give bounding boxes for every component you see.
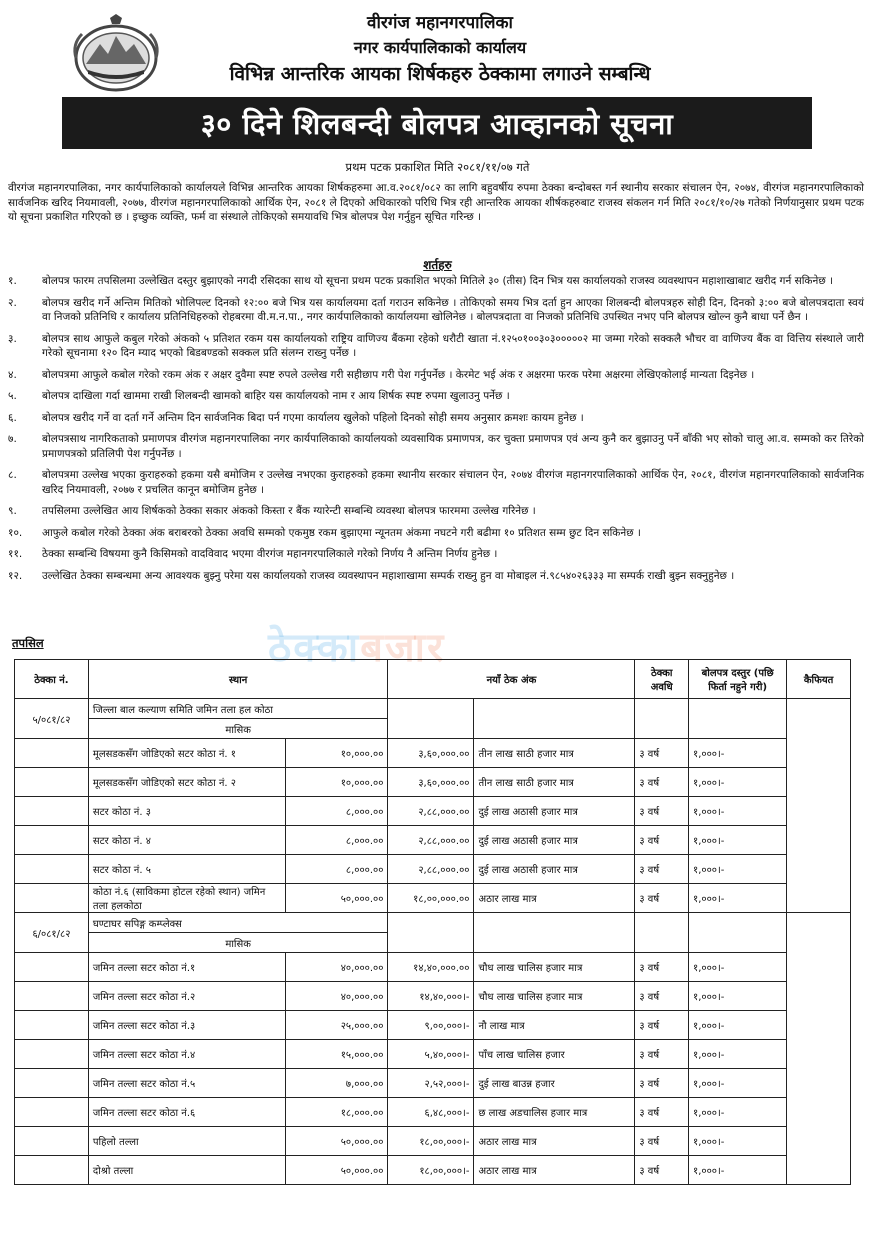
term-item [8,569,864,584]
table-row [15,953,851,982]
term-text: बोलपत्र फारम तपसिलमा उल्लेखित दस्तुर बुझाएको नगदी रसिदका साथ यो सूचना प्रथम पटक प्रकाशित भएको मितिले ३० (तीस) दिन भित्र यस कार्यालयको राजस्व व्यवस्थापन महाशाखाबाट खरीद गर्न सकिनेछ । [42,275,834,287]
location-cell: सटर कोठा नं. ५ [88,855,285,884]
duration-cell: ३ वर्ष [635,1098,689,1127]
group-subtitle: मासिक [88,719,388,739]
monthly-rate-cell: ८,०००.०० [286,826,388,855]
contract-id: ६/०८१/८२ [15,913,89,953]
empty-cell [388,699,474,739]
term-item [8,468,864,497]
total-amount-cell: २,८८,०००.०० [388,826,474,855]
term-text: बोलपत्रमा उल्लेख भएका कुराहरुको हकमा यसै बमोजिम र उल्लेख नभएका कुराहरुको हकमा स्थानीय सरकार संचालन ऐन, २०७४ वीरगंज महानगरपालिकाको आर्थिक ऐन, २०८१, वीरगंज महानगरपालिकाको सार्वजनिक खरिद नियमावली, २०७७ र प्रचलित कानून बमोजिम हुनेछ । [42,469,864,496]
total-amount-cell: २,८८,०००.०० [388,855,474,884]
total-amount-cell: ५,४०,०००।- [388,1040,474,1069]
term-item [8,274,864,289]
fee-cell: १,०००।- [689,1098,787,1127]
table-row [15,1069,851,1098]
empty-id-cell [15,739,89,768]
duration-cell: ३ वर्ष [635,884,689,913]
fee-cell: १,०००।- [689,797,787,826]
table-row [15,797,851,826]
term-item [8,368,864,383]
empty-id-cell [15,953,89,982]
location-cell: सटर कोठा नं. ३ [88,797,285,826]
municipality-name: वीरगंज महानगरपालिका [367,13,513,33]
table-row [15,982,851,1011]
duration-cell: ३ वर्ष [635,768,689,797]
empty-cell [689,699,787,739]
amount-words-cell: दुई लाख अठासी हजार मात्र [474,797,635,826]
header-fee: बोलपत्र दस्तुर (पछि फिर्ता नहुने गरी) [689,660,787,699]
remarks-cell [787,699,851,913]
fee-cell: १,०००।- [689,1156,787,1185]
location-cell: दोश्रो तल्ला [88,1156,285,1185]
term-item [8,504,864,519]
empty-cell [474,699,635,739]
monthly-rate-cell: १०,०००.०० [286,739,388,768]
table-row [15,739,851,768]
term-number: ५. [8,390,17,402]
amount-words-cell: तीन लाख साठी हजार मात्र [474,768,635,797]
location-cell: जमिन तल्ला सटर कोठा नं.३ [88,1011,285,1040]
term-number: १०. [8,526,23,539]
term-text: ठेक्का सम्बन्धि विषयमा कुनै किसिमको वादविवाद भएमा वीरगंज महानगरपालिकाले गरेको निर्णय नै अन्तिम निर्णय हुनेछ । [42,548,498,560]
fee-cell: १,०००।- [689,884,787,913]
empty-id-cell [15,1098,89,1127]
group-title: घण्टाघर सपिङ्ग कम्प्लेक्स [88,913,388,933]
empty-cell [635,699,689,739]
fee-cell: १,०००।- [689,768,787,797]
term-number: ७. [8,433,17,445]
table-header-row [15,660,851,699]
amount-words-cell: चौध लाख चालिस हजार मात्र [474,953,635,982]
watermark-part2: बजार [360,625,446,671]
location-cell: जमिन तल्ला सटर कोठा नं.६ [88,1098,285,1127]
term-number: ४. [8,368,17,381]
term-text: बोलपत्र खरीद गर्ने अन्तिम मितिको भोलिपल्ट दिनको १२:०० बजे भित्र यस कार्यालयमा दर्ता गराउन सकिनेछ । तोकिएको समय भित्र दर्ता हुन आएका शिलबन्दी बोलपत्रहरु सोही दिन, दिनको ३:०० बजे बोलपत्रदाता स्वयं वा निजको प्रतिनिधि र कार्यालय प्रतिनिधिहरुको रोहबरमा वी.म.न.पा., नगर कार्यपालिकाको कार्यालयमा खोलिनेछ । बोलपत्रदाता वा निजको प्रतिनिधि उपस्थित नभए पनि बोलपत्र खोल्न कुनै बाधा पर्ने छैन । [42,296,864,323]
empty-id-cell [15,982,89,1011]
monthly-rate-cell: १८,०००.०० [286,1098,388,1127]
location-cell: मूलसडकसँग जोडिएको सटर कोठा नं. १ [88,739,285,768]
total-amount-cell: २,८८,०००.०० [388,797,474,826]
duration-cell: ३ वर्ष [635,739,689,768]
term-item [8,411,864,426]
empty-cell [689,913,787,953]
monthly-rate-cell: १०,०००.०० [286,768,388,797]
table-row [15,826,851,855]
amount-words-cell: अठार लाख मात्र [474,1127,635,1156]
empty-id-cell [15,1040,89,1069]
watermark-part1: ठेक्का [268,625,361,671]
term-number: १. [8,275,17,287]
empty-id-cell [15,1011,89,1040]
location-cell: जमिन तल्ला सटर कोठा नं.५ [88,1069,285,1098]
fee-cell: १,०००।- [689,1069,787,1098]
duration-cell: ३ वर्ष [635,1069,689,1098]
total-amount-cell: ६,४८,०००।- [388,1098,474,1127]
term-number: ६. [8,411,17,424]
total-amount-cell: १४,४०,०००.०० [388,953,474,982]
monthly-rate-cell: ७,०००.०० [286,1069,388,1098]
empty-id-cell [15,797,89,826]
monthly-rate-cell: ४०,०००.०० [286,953,388,982]
total-amount-cell: ३,६०,०००.०० [388,739,474,768]
term-text: बोलपत्र दाखिला गर्दा खाममा राखी शिलबन्दी खामको बाहिर यस कार्यालयको नाम र आय शिर्षक स्पष्ट रुपमा खुलाउनु पर्नेछ । [42,390,510,402]
amount-words-cell: चौध लाख चालिस हजार मात्र [474,982,635,1011]
duration-cell: ३ वर्ष [635,1156,689,1185]
monthly-rate-cell: ५०,०००.०० [286,1156,388,1185]
duration-cell: ३ वर्ष [635,1127,689,1156]
fee-cell: १,०००।- [689,826,787,855]
term-text: बोलपत्र साथ आफुले कबुल गरेको अंकको ५ प्रतिशत रकम यस कार्यालयको राष्ट्रिय वाणिज्य बैंकमा रहेको धरौटी खाता नं.१२५०१००३०३०००००२ मा जम्मा गरेको सक्कलै भौचर वा वाणिज्य बैंक वा वित्तिय संस्थाले जारी गरेको सूचनामा १२० दिन म्याद भएको बिडबण्डको सक्कल प्रति संलग्न राख्नु पर्नेछ । [42,332,864,359]
term-number: २. [8,296,17,309]
term-text: उल्लेखित ठेक्का सम्बन्धमा अन्य आवश्यक बुझ्नु परेमा यस कार्यालयको राजस्व व्यवस्थापन महाशाखामा सम्पर्क राख्नु हुन वा मोबाइल नं.९८५४०२६३३३ मा सम्पर्क राखी बुझ्न सक्नुहुनेछ । [42,569,735,582]
empty-id-cell [15,826,89,855]
empty-id-cell [15,1127,89,1156]
total-amount-cell: ९,००,०००।- [388,1011,474,1040]
location-cell: सटर कोठा नं. ४ [88,826,285,855]
terms-list [8,274,864,590]
schedule-label: तपसिल [12,636,44,650]
header-duration: ठेक्का अवधि [635,660,689,699]
monthly-rate-cell: ४०,०००.०० [286,982,388,1011]
monthly-rate-cell: ५०,०००.०० [286,1127,388,1156]
empty-id-cell [15,884,89,913]
notice-title-banner: ३० दिने शिलबन्दी बोलपत्र आव्हानको सूचना [62,97,812,149]
term-text: आफुले कबोल गरेको ठेक्का अंक बराबरको ठेक्का अवधि सम्मको एकमुष्ठ रकम बुझाएमा न्यूनतम अंकमा नघटने गरी बढीमा १० प्रतिशत सम्म छुट दिन सकिनेछ । [42,526,641,539]
table-row [15,1156,851,1185]
monthly-rate-cell: ८,०००.०० [286,797,388,826]
term-number: ९. [8,505,17,517]
empty-cell [388,913,474,953]
term-item [8,296,864,325]
header-id: ठेक्का नं. [15,660,89,699]
amount-words-cell: छ लाख अडचालिस हजार मात्र [474,1098,635,1127]
term-item [8,389,864,404]
duration-cell: ३ वर्ष [635,797,689,826]
published-date: प्रथम पटक प्रकाशित मिति २०८१/११/०७ गते [345,160,530,174]
schedule-table [14,659,851,1185]
duration-cell: ३ वर्ष [635,826,689,855]
intro-paragraph: वीरगंज महानगरपालिका, नगर कार्यपालिकाको कार्यालयले विभिन्न आन्तरिक आयका शिर्षकहरुमा आ.व.२०८१/०८२ का लागि बहुवर्षीय रुपमा ठेक्का बन्दोबस्त गर्न स्थानीय सरकार संचालन ऐन, २०७४, वीरगंज महानगरपालिकाको सार्वजनिक खरिद नियमावली, २०७७, वीरगंज महानगरपालिकाको आर्थिक ऐन, २०८१ ले दिएको अधिकारको परिधि भित्र रही आन्तरिक आयका शीर्षकहरुबाट राजस्व संकलन गर्न मिति २०८१/१०/२७ गतेको निर्णयानुसार प्रथम पटक यो सूचना प्रकाशित गरिएको छ । इच्छुक व्यक्ति, फर्म वा संस्थाले तोकिएको समयावधि भित्र बोलपत्र पेश गर्नुहुन सूचित गरिन्छ । [8,182,864,223]
table-row [15,1127,851,1156]
fee-cell: १,०००।- [689,1040,787,1069]
group-title: जिल्ला बाल कल्याण समिति जमिन तला हल कोठा [88,699,388,719]
contract-id: ५/०८१/८२ [15,699,89,739]
amount-words-cell: पाँच लाख चालिस हजार [474,1040,635,1069]
total-amount-cell: १८,००,०००.०० [388,884,474,913]
term-text: तपसिलमा उल्लेखित आय शिर्षकको ठेक्का सकार अंकको किस्ता र बैंक ग्यारेन्टी सम्बन्धि व्यवस्था बोलपत्र फारममा उल्लेख गरिनेछ । [42,505,536,517]
table-row [15,768,851,797]
term-text: बोलपत्र खरीद गर्ने वा दर्ता गर्ने अन्तिम दिन सार्वजनिक बिदा पर्न गएमा कार्यालय खुलेको पहिलो दिनको सोही समय अनुसार क्रमशः कायम हुनेछ । [42,411,584,424]
fee-cell: १,०००।- [689,739,787,768]
monthly-rate-cell: ८,०००.०० [286,855,388,884]
duration-cell: ३ वर्ष [635,1040,689,1069]
empty-cell [474,913,635,953]
amount-words-cell: तीन लाख साठी हजार मात्र [474,739,635,768]
amount-words-cell: अठार लाख मात्र [474,1156,635,1185]
notice-subject: विभिन्न आन्तरिक आयका शिर्षकहरु ठेक्कामा लगाउने सम्बन्धि [229,63,651,85]
term-item [8,547,864,562]
fee-cell: १,०००।- [689,1127,787,1156]
term-item [8,526,864,541]
term-number: ३. [8,332,17,345]
total-amount-cell: १४,४०,०००।- [388,982,474,1011]
total-amount-cell: १८,००,०००।- [388,1127,474,1156]
group-subtitle: मासिक [88,933,388,953]
office-name: नगर कार्यपालिकाको कार्यालय [353,38,527,57]
empty-cell [635,913,689,953]
term-text: बोलपत्रसाथ नागरिकताको प्रमाणपत्र वीरगंज महानगरपालिका नगर कार्यपालिकाको कार्यालयको व्यवसायिक प्रमाणपत्र, कर चुक्ता प्रमाणपत्र एवं अन्य कुनै कर बुझाउनु पर्ने बाँकी भए सोको चालु आ.व. सम्मको कर तिरेको प्रमाणपत्रको प्रतिलिपी पेश गर्नुपर्नेछ । [42,433,864,460]
total-amount-cell: २,५२,०००।- [388,1069,474,1098]
location-cell: कोठा नं.६ (साविकमा होटल रहेको स्थान) जमिन तला हलकोठा [88,884,285,913]
term-text: बोलपत्रमा आफुले कबोल गरेको रकम अंक र अक्षर दुवैमा स्पष्ट रुपले उल्लेख गरी सहीछाप गरी पेश गर्नुपर्नेछ । केरमेट भई अंक र अक्षरमा फरक परेमा अक्षरमा लेखिएकोलाई मान्यता दिइनेछ । [42,368,755,381]
monthly-rate-cell: १५,०००.०० [286,1040,388,1069]
header-location: स्थान [88,660,388,699]
term-number: ८. [8,469,17,481]
term-item [8,332,864,361]
table-row [15,855,851,884]
remarks-cell [787,913,851,1185]
group-title-row [15,699,851,719]
location-cell: जमिन तल्ला सटर कोठा नं.२ [88,982,285,1011]
monthly-rate-cell: २५,०००.०० [286,1011,388,1040]
location-cell: जमिन तल्ला सटर कोठा नं.१ [88,953,285,982]
location-cell: पहिलो तल्ला [88,1127,285,1156]
header-amount: नयाँ ठेक अंक [388,660,635,699]
group-title-row [15,913,851,933]
term-number: १२. [8,569,23,582]
total-amount-cell: १८,००,०००।- [388,1156,474,1185]
table-row [15,1098,851,1127]
amount-words-cell: अठार लाख मात्र [474,884,635,913]
location-cell: मूलसडकसँग जोडिएको सटर कोठा नं. २ [88,768,285,797]
monthly-rate-cell: ५०,०००.०० [286,884,388,913]
fee-cell: १,०००।- [689,1011,787,1040]
table-row [15,884,851,913]
location-cell: जमिन तल्ला सटर कोठा नं.४ [88,1040,285,1069]
duration-cell: ३ वर्ष [635,1011,689,1040]
duration-cell: ३ वर्ष [635,855,689,884]
total-amount-cell: ३,६०,०००.०० [388,768,474,797]
terms-heading: शर्तहरु [423,258,452,272]
empty-id-cell [15,1156,89,1185]
amount-words-cell: नौ लाख मात्र [474,1011,635,1040]
empty-id-cell [15,1069,89,1098]
nepal-emblem-icon [70,14,162,94]
header-remarks: कैफियत [787,660,851,699]
empty-id-cell [15,855,89,884]
term-number: ११. [8,548,23,560]
fee-cell: १,०००।- [689,982,787,1011]
fee-cell: १,०००।- [689,855,787,884]
duration-cell: ३ वर्ष [635,953,689,982]
term-item [8,432,864,461]
table-row [15,1011,851,1040]
amount-words-cell: दुई लाख बाउन्न हजार [474,1069,635,1098]
empty-id-cell [15,768,89,797]
fee-cell: १,०००।- [689,953,787,982]
amount-words-cell: दुई लाख अठासी हजार मात्र [474,855,635,884]
table-row [15,1040,851,1069]
duration-cell: ३ वर्ष [635,982,689,1011]
amount-words-cell: दुई लाख अठासी हजार मात्र [474,826,635,855]
